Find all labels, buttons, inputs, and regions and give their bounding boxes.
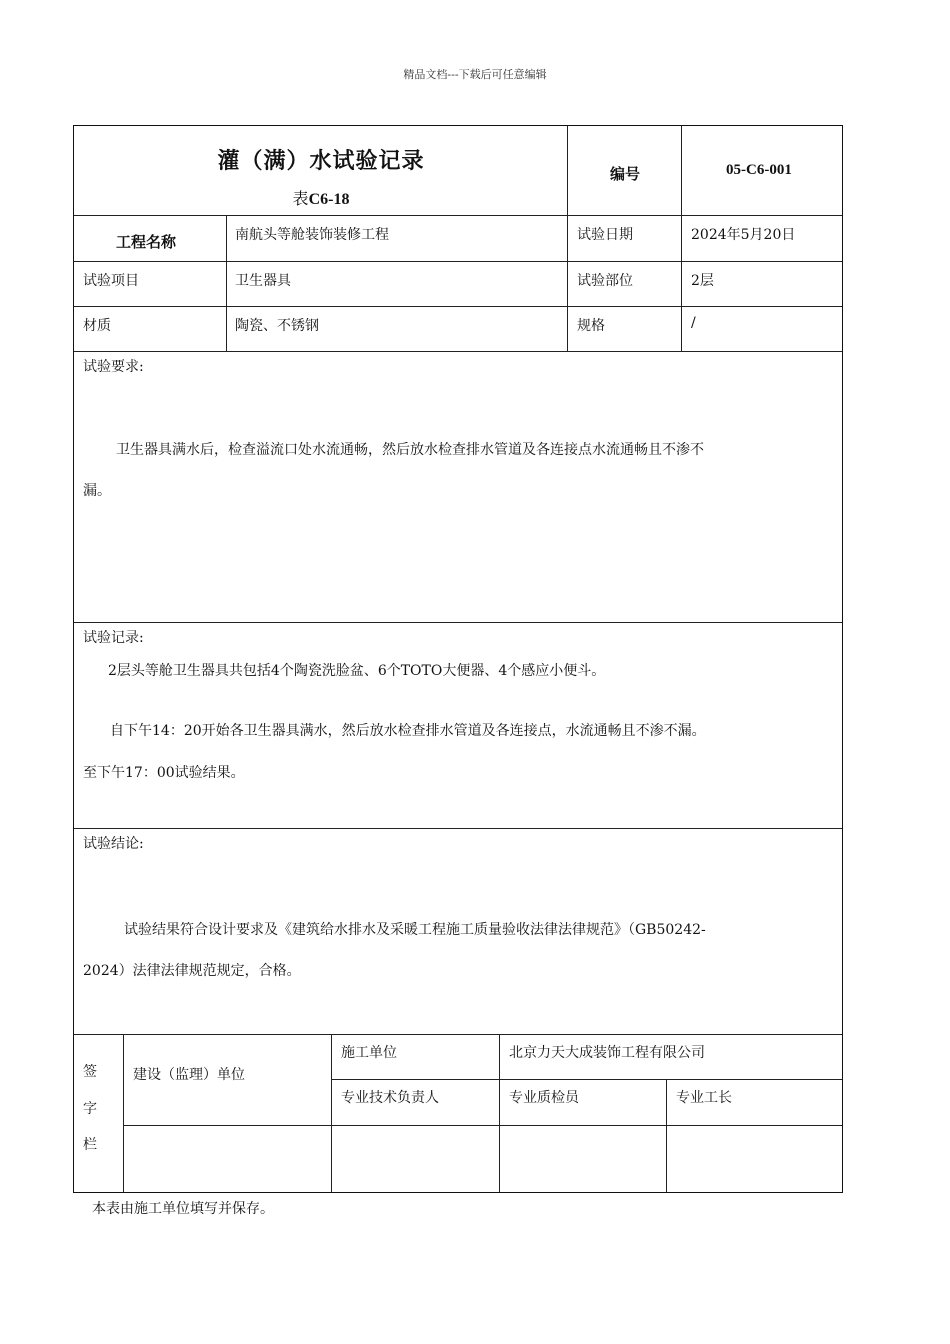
signature-label-char-2: 字: [83, 1101, 97, 1117]
signature-column-label-cell: [73, 1034, 123, 1193]
requirements-section: [73, 351, 843, 622]
owner-signature-field: [123, 1125, 331, 1193]
conclusion-section: [73, 828, 843, 1034]
spec-value: /: [691, 315, 696, 331]
requirements-text-line-1: 卫生器具满水后，检查溢流口处水流通畅，然后放水检查排水管道及各连接点水流通畅且不渗不: [116, 442, 704, 458]
record-section: [73, 622, 843, 828]
foreman-label: 专业工长: [676, 1090, 732, 1106]
contractor-label-cell: [331, 1034, 499, 1079]
foreman-signature-field: [666, 1125, 843, 1193]
water-test-record-form: [73, 125, 843, 1193]
test-location-value: 2层: [691, 273, 714, 289]
material-label-cell: [73, 306, 226, 351]
test-location-value-cell: [681, 261, 843, 306]
contractor-label: 施工单位: [341, 1045, 397, 1061]
material-value-cell: [226, 306, 567, 351]
quality-inspector-label-cell: [499, 1079, 666, 1125]
test-date-label-cell: [567, 215, 681, 261]
quality-inspector-signature-field: [499, 1125, 666, 1193]
spec-label-cell: [567, 306, 681, 351]
record-text-line-3: 至下午17：00试验结果。: [83, 765, 245, 781]
test-location-label-cell: [567, 261, 681, 306]
conclusion-label: 试验结论:: [83, 836, 144, 852]
requirements-text-line-2: 漏。: [83, 483, 111, 499]
signature-label-char-1: 签: [83, 1064, 97, 1080]
document-header-note: 精品文档---下载后可任意编辑: [403, 68, 547, 81]
title-cell: [73, 125, 567, 215]
contractor-value: 北京力天大成装饰工程有限公司: [509, 1045, 705, 1061]
contractor-value-cell: [499, 1034, 843, 1079]
foreman-label-cell: [666, 1079, 843, 1125]
test-item-label: 试验项目: [83, 273, 139, 289]
test-item-label-cell: [73, 261, 226, 306]
test-date-label: 试验日期: [577, 227, 633, 243]
test-item-value-cell: [226, 261, 567, 306]
test-date-value: 2024年5月20日: [691, 227, 796, 243]
owner-label-cell: [123, 1034, 331, 1125]
requirements-label: 试验要求:: [83, 359, 144, 375]
footer-note: 本表由施工单位填写并保存。: [92, 1201, 274, 1217]
conclusion-text-line-1: 试验结果符合设计要求及《建筑给水排水及采暖工程施工质量验收法律法律规范》（GB50242-: [124, 922, 706, 938]
project-name-label: 工程名称: [116, 233, 177, 251]
tech-lead-signature-field: [331, 1125, 499, 1193]
form-subtitle: [74, 186, 568, 209]
test-location-label: 试验部位: [577, 273, 633, 289]
number-label-cell: [567, 125, 681, 215]
spec-label: 规格: [577, 318, 605, 334]
number-value: 05-C6-001: [726, 162, 792, 178]
test-item-value: 卫生器具: [235, 273, 291, 289]
signature-label-char-3: 栏: [83, 1137, 97, 1153]
project-name-label-cell: [73, 215, 226, 261]
number-value-cell: [681, 125, 843, 215]
material-label: 材质: [83, 318, 111, 334]
form-subtitle-prefix: 表: [292, 189, 309, 208]
form-code: C6-18: [308, 191, 350, 208]
spec-value-cell: [681, 306, 843, 351]
owner-label: 建设（监理）单位: [133, 1067, 245, 1083]
tech-lead-label-cell: [331, 1079, 499, 1125]
test-date-value-cell: [681, 215, 843, 261]
record-label: 试验记录:: [83, 630, 144, 646]
record-text-line-1: 2层头等舱卫生器具共包括4个陶瓷洗脸盆、6个TOTO大便器、4个感应小便斗。: [108, 663, 606, 679]
project-name-value-cell: [226, 215, 567, 261]
conclusion-text-line-2: 2024）法律法律规范规定，合格。: [83, 963, 301, 979]
material-value: 陶瓷、不锈钢: [235, 318, 319, 334]
project-name-value: 南航头等舱装饰装修工程: [235, 227, 389, 243]
quality-inspector-label: 专业质检员: [509, 1090, 579, 1106]
form-title: 灌（满）水试验记录: [217, 149, 425, 174]
record-text-line-2: 自下午14：20开始各卫生器具满水，然后放水检查排水管道及各连接点，水流通畅且不渗不漏。: [110, 723, 706, 739]
number-label: 编号: [610, 165, 641, 183]
tech-lead-label: 专业技术负责人: [341, 1090, 439, 1106]
